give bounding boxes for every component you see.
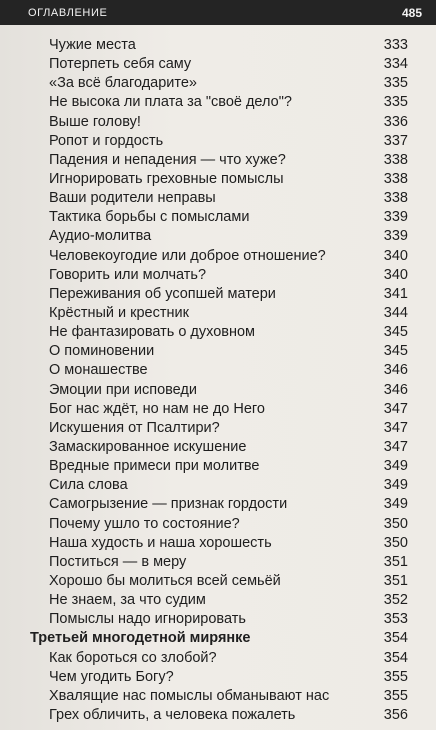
table-of-contents (0, 36, 436, 725)
toc-entry-page: 349 (383, 477, 408, 494)
toc-entry-title: Почему ушло то состояние? (49, 515, 240, 532)
toc-entry-title: Ропот и гордость (49, 132, 164, 149)
toc-entry (0, 266, 436, 285)
toc-entry-page: 344 (383, 304, 408, 321)
toc-entry-page: 347 (383, 438, 408, 455)
toc-entry (0, 93, 436, 112)
toc-entry-title: Потерпеть себя саму (49, 56, 192, 73)
toc-entry-page: 338 (383, 190, 408, 207)
toc-entry (0, 400, 436, 419)
toc-entry (0, 304, 436, 323)
toc-entry-page: 346 (383, 362, 408, 379)
toc-entry-title: Вредные примеси при молитве (49, 458, 260, 475)
section-title: ОГЛАВЛЕНИЕ (28, 7, 108, 19)
toc-entry-title: Чужие места (49, 37, 136, 53)
toc-entry-title: Падения и непадения — что хуже? (49, 151, 286, 168)
toc-entry (0, 55, 436, 74)
toc-entry (0, 553, 436, 572)
toc-section-heading (0, 629, 436, 648)
toc-entry (0, 74, 436, 93)
toc-entry-title: Самогрызение — признак гордости (49, 496, 288, 513)
toc-entry-page: 345 (383, 343, 408, 360)
toc-entry (0, 208, 436, 227)
toc-entry-title: «За всё благодарите» (49, 75, 197, 92)
toc-entry-page: 351 (383, 553, 408, 570)
toc-entry (0, 36, 436, 55)
toc-entry (0, 476, 436, 495)
toc-entry-title: Эмоции при исповеди (49, 381, 197, 398)
toc-entry-title: Игнорировать греховные помыслы (49, 170, 284, 187)
toc-entry (0, 113, 436, 132)
toc-entry-title: Хвалящие нас помыслы обманывают нас (49, 687, 330, 704)
toc-entry-title: Замаскированное искушение (49, 438, 247, 455)
toc-entry-title: Не фантазировать о духовном (49, 324, 256, 341)
toc-entry-title: Бог нас ждёт, но нам не до Него (49, 400, 265, 417)
toc-entry-page: 355 (383, 687, 408, 704)
toc-entry-page: 350 (383, 515, 408, 532)
toc-entry-title: Наша худость и наша хорошесть (49, 534, 272, 551)
toc-entry-page: 352 (383, 592, 408, 609)
toc-entry-title: Не знаем, за что судим (49, 592, 206, 609)
toc-entry-page: 339 (383, 228, 408, 245)
toc-entry-page: 353 (383, 611, 408, 628)
toc-entry-title: Тактика борьбы с помыслами (49, 209, 250, 226)
toc-entry (0, 189, 436, 208)
toc-entry-title: Говорить или молчать? (49, 266, 207, 283)
toc-entry (0, 515, 436, 534)
toc-entry-page: 346 (383, 381, 408, 398)
toc-entry-page: 338 (383, 170, 408, 187)
toc-entry (0, 706, 436, 725)
toc-entry (0, 342, 436, 361)
toc-entry-page: 333 (383, 37, 408, 53)
toc-entry (0, 419, 436, 438)
toc-entry (0, 687, 436, 706)
toc-entry (0, 649, 436, 668)
toc-entry-title: Человекоугодие или доброе отношение? (49, 247, 326, 264)
toc-entry-title: Помыслы надо игнорировать (49, 611, 246, 628)
toc-entry-title: Хорошо бы молиться всей семьёй (49, 572, 281, 589)
toc-entry-page: 347 (383, 419, 408, 436)
toc-entry-page: 350 (383, 534, 408, 551)
toc-entry-page: 335 (383, 94, 408, 111)
toc-entry (0, 247, 436, 266)
toc-entry (0, 132, 436, 151)
toc-entry-page: 347 (383, 400, 408, 417)
toc-entry-page: 340 (383, 266, 408, 283)
toc-entry (0, 227, 436, 246)
toc-entry (0, 591, 436, 610)
toc-entry-title: Сила слова (49, 477, 128, 494)
toc-entry (0, 361, 436, 380)
toc-entry-title: Крёстный и крестник (49, 304, 189, 321)
toc-entry (0, 610, 436, 629)
toc-entry-page: 334 (383, 56, 408, 73)
toc-entry-page: 338 (383, 151, 408, 168)
toc-entry (0, 457, 436, 476)
toc-entry-title: Не высока ли плата за "своё дело"? (49, 94, 292, 111)
toc-entry-title: Грех обличить, а человека пожалеть (49, 706, 296, 723)
toc-entry-page: 349 (383, 458, 408, 475)
toc-entry-page: 341 (383, 285, 408, 302)
toc-entry-title: Выше голову! (49, 113, 141, 130)
toc-entry-page: 355 (383, 668, 408, 685)
toc-entry (0, 285, 436, 304)
toc-entry-page: 345 (383, 324, 408, 341)
toc-entry-page: 356 (383, 706, 408, 723)
toc-entry (0, 323, 436, 342)
toc-entry-page: 354 (383, 649, 408, 666)
toc-entry-title: Искушения от Псалтири? (49, 419, 220, 436)
toc-entry (0, 151, 436, 170)
toc-entry-page: 335 (383, 75, 408, 92)
toc-entry-title: Поститься — в меру (49, 553, 187, 570)
toc-entry-page: 351 (383, 572, 408, 589)
toc-entry-page: 336 (383, 113, 408, 130)
toc-entry-page: 337 (383, 132, 408, 149)
toc-entry (0, 534, 436, 553)
running-header (0, 0, 436, 25)
toc-entry-title: Как бороться со злобой? (49, 649, 217, 666)
page-number: 485 (401, 6, 422, 20)
toc-entry-page: 340 (383, 247, 408, 264)
toc-entry-page: 339 (383, 209, 408, 226)
toc-entry-title: Третьей многодетной мирянке (30, 630, 251, 647)
toc-entry-title: О монашестве (49, 362, 148, 379)
toc-entry (0, 381, 436, 400)
toc-entry-page: 354 (383, 630, 408, 647)
toc-entry-title: О поминовении (49, 343, 155, 360)
toc-entry-title: Чем угодить Богу? (49, 668, 174, 685)
toc-entry (0, 495, 436, 514)
toc-entry (0, 170, 436, 189)
toc-entry (0, 668, 436, 687)
toc-entry (0, 572, 436, 591)
toc-entry-page: 349 (383, 496, 408, 513)
toc-entry (0, 438, 436, 457)
toc-entry-title: Ваши родители неправы (49, 190, 216, 207)
toc-entry-title: Аудио-молитва (49, 228, 152, 245)
toc-entry-title: Переживания об усопшей матери (49, 285, 276, 302)
